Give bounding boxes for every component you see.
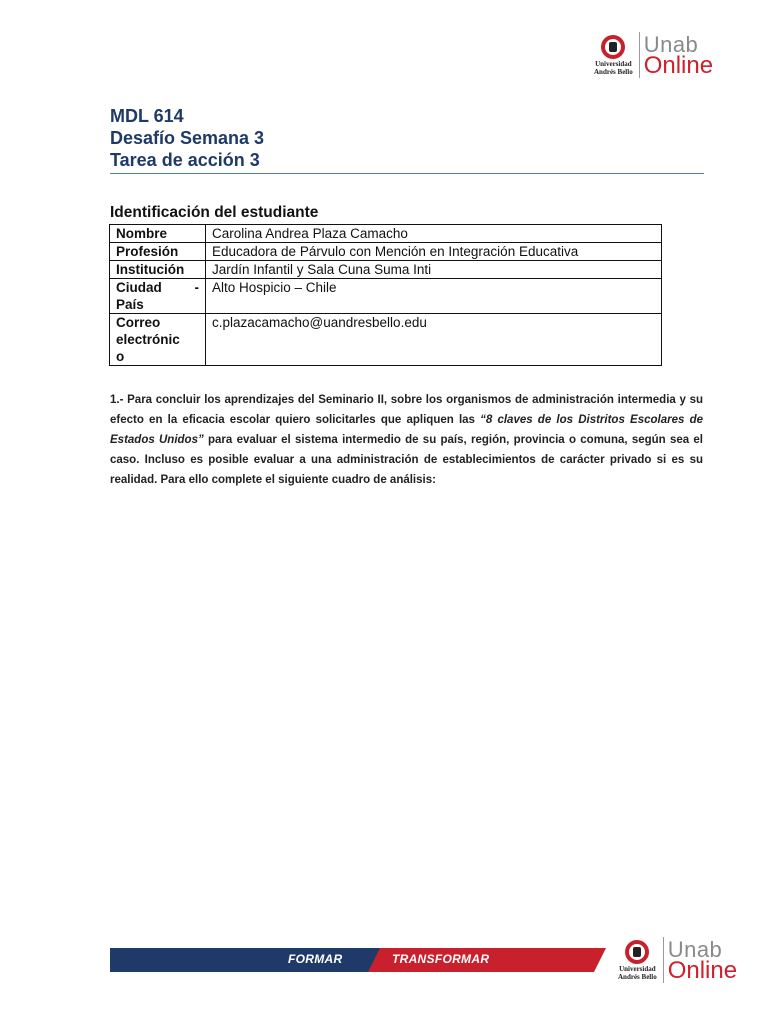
document-titles [110, 105, 704, 171]
footer-brand-wordmark [667, 936, 738, 984]
paragraph-italic: “8 claves de los Distritos Escolares de Estados Unidos” [110, 414, 703, 446]
footer-logo-divider [663, 937, 664, 983]
footer-university-name-line1: Universidad [619, 965, 656, 973]
brand-online: Online [643, 51, 714, 79]
correo-label-line3: o [116, 349, 125, 364]
nombre-label: Nombre [110, 225, 206, 243]
task-title: Tarea de acción 3 [110, 150, 260, 170]
brand-unab: Unab [643, 31, 699, 57]
correo-value: c.plazacamacho@uandresbello.edu [206, 314, 662, 366]
correo-label-line2: electrónic [116, 332, 180, 347]
table-row-ciudad [110, 279, 662, 314]
footer-unab-online-logo [618, 937, 737, 983]
ciudad-value: Alto Hospicio – Chile [206, 279, 662, 314]
footer-university-crest [618, 939, 657, 981]
title-divider [110, 173, 704, 174]
paragraph-part2: para evaluar el sistema intermedio de su país, región, provincia o comuna, según sea el caso. Incluso es posible evaluar a una administración de establecimientos de carácter privado si es su realidad. Para ello complete el siguiente cuadro de análisis: [110, 434, 704, 486]
university-name-line1: Universidad [595, 60, 632, 68]
footer-banner [110, 948, 606, 972]
university-name-line2: Andrés Bello [594, 68, 633, 76]
unab-online-logo [594, 32, 713, 78]
student-id-table [109, 224, 662, 366]
section-heading: Identificación del estudiante [110, 204, 319, 221]
footer-brand-unab: Unab [667, 936, 723, 962]
instruction-paragraph [110, 390, 703, 490]
footer-university-crest-icon [624, 939, 650, 965]
university-crest-icon [600, 34, 626, 60]
ciudad-label [110, 279, 206, 314]
table-row-profesion [110, 243, 662, 261]
brand-wordmark [643, 31, 714, 79]
correo-label-line1: Correo [116, 315, 161, 330]
institucion-label: Institución [110, 261, 206, 279]
profesion-value: Educadora de Párvulo con Mención en Integración Educativa [206, 243, 662, 261]
table-row-correo [110, 314, 662, 366]
institucion-value: Jardín Infantil y Sala Cuna Suma Inti [206, 261, 662, 279]
table-row-nombre [110, 225, 662, 243]
profesion-label: Profesión [110, 243, 206, 261]
footer-formar: FORMAR [288, 952, 343, 966]
footer-transformar: TRANSFORMAR [392, 952, 490, 966]
university-crest [594, 34, 633, 76]
logo-divider [639, 32, 640, 78]
challenge-title: Desafío Semana 3 [110, 128, 265, 148]
footer-brand-online: Online [667, 956, 738, 984]
ciudad-label-dash: - [194, 280, 199, 295]
course-code: MDL 614 [110, 106, 184, 126]
paragraph-part1: 1.- Para concluir los aprendizajes del Seminario II, sobre los organismos de administración intermedia y su efecto en la eficacia escolar quiero solicitarles que apliquen las [110, 394, 703, 426]
pais-label-text: País [116, 297, 144, 312]
ciudad-label-text: Ciudad [116, 280, 162, 295]
footer-university-name-line2: Andrés Bello [618, 973, 657, 981]
table-row-institucion [110, 261, 662, 279]
correo-label [110, 314, 206, 366]
nombre-value: Carolina Andrea Plaza Camacho [206, 225, 662, 243]
